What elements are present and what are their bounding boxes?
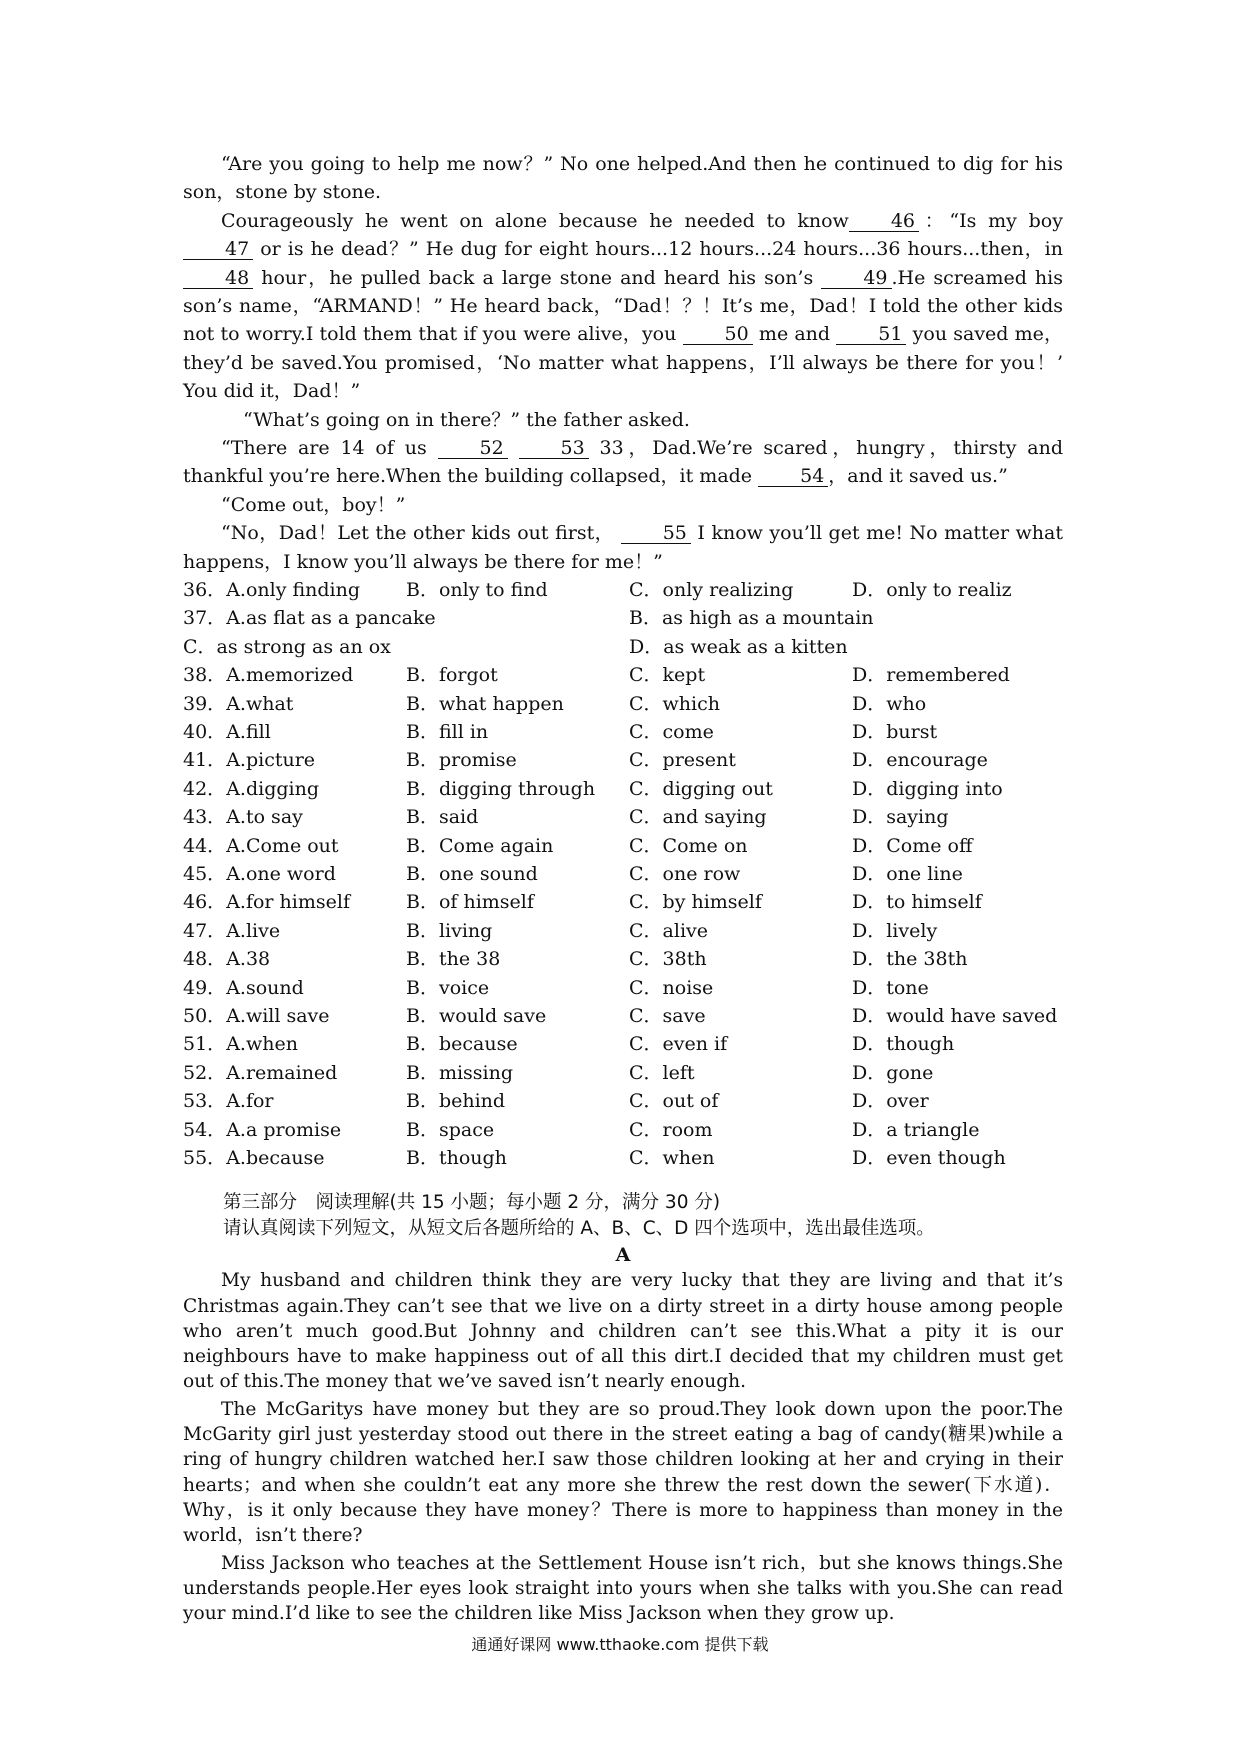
option-c: C．present (629, 749, 736, 772)
passage-text: you saved me，they’d be saved.You promised，‘No matter what happens，I’ll always be there for you！’ You did it，Dad！” (183, 323, 1064, 403)
exam-page (183, 150, 1063, 1628)
option-b: B．would save (406, 1004, 547, 1027)
option-d: D．remembered (852, 664, 1010, 687)
passage-text: me and (758, 323, 831, 346)
option-c: C．digging out (629, 777, 773, 800)
reading-paragraph-2: The McGaritys have money but they are so proud.They look down upon the poor.The McGarity girl just yesterday stood out there in the street eating a bag of candy(糖果)while a ring of hungry children watched her.I saw those children looking at her and crying in their hearts；and when she couldn’t eat any more she threw the rest down the sewer(下水道)．Why，is it only because they have money？There is more to happiness than money in the world，isn’t there? (183, 1398, 1063, 1547)
option-a: 44．A.Come out (183, 834, 339, 857)
option-d: D．saying (852, 806, 949, 829)
option-c: C．only realizing (629, 579, 794, 602)
option-b: B．said (406, 806, 479, 829)
option-a: 39．A.what (183, 692, 294, 715)
question-row (183, 1059, 1063, 1087)
reading-paragraph-3: Miss Jackson who teaches at the Settlement House isn’t rich，but she knows things.She understands people.Her eyes look straight into yours when she talks with you.She can read your mind.I’d like to see the children like Miss Jackson when they grow up. (183, 1552, 1063, 1625)
option-b: B．digging through (406, 777, 596, 800)
option-a: 40．A.fill (183, 721, 271, 744)
option-c: C．come (629, 721, 714, 744)
option-d: D．would have saved (852, 1004, 1058, 1027)
passage-text: 33，Dad.We’re scared，hungry，thirsty and thankful you’re here.When the building collapsed，it made (183, 437, 1064, 488)
question-row (183, 1116, 1063, 1144)
question-row (183, 945, 1063, 973)
option-c: C．as strong as an ox (183, 635, 391, 658)
option-c: C．save (629, 1004, 706, 1027)
question-row (183, 775, 1063, 803)
passage-text: .He screamed his son’s name，“ARMAND！” He heard back，“Dad！？！It’s me，Dad！I told the other kids not to worry.I told them that if you were alive，you (183, 266, 1063, 346)
option-c: C．noise (629, 976, 714, 999)
question-row (183, 718, 1063, 746)
passage-label: A (615, 1244, 631, 1267)
question-row (183, 1144, 1063, 1172)
section-title: 第三部分 阅读理解(共 15 小题；每小题 2 分，满分 30 分) (223, 1192, 721, 1214)
reading-paragraph-1: My husband and children think they are very lucky that they are living and that it’s Christmas again.They can’t see that we live on a dirty street in a dirty house among people who aren’t much good.But Johnny and children can’t see this.What a pity it is our neighbours have to make happiness out of all this dirt.I decided that my children must get out of this.The money that we’ve saved isn’t nearly enough. (183, 1270, 1063, 1393)
passage-paragraph-1 (183, 150, 1063, 207)
option-a: 43．A.to say (183, 806, 303, 829)
question-row (183, 1030, 1063, 1058)
blank-50: 50 (683, 324, 753, 345)
blank-48: 48 (183, 268, 253, 289)
option-b: B．forgot (406, 664, 498, 687)
option-a: 50．A.will save (183, 1004, 330, 1027)
question-row (183, 974, 1063, 1002)
option-d: D．gone (852, 1061, 934, 1084)
option-a: 37．A.as flat as a pancake (183, 607, 436, 630)
blank-53: 53 (519, 438, 589, 459)
option-a: 45．A.one word (183, 863, 336, 885)
option-c: C．room (629, 1118, 713, 1141)
option-c: C．when (629, 1146, 715, 1169)
blank-52: 52 (438, 438, 508, 459)
passage-paragraph-4 (183, 434, 1063, 491)
option-d: D．burst (852, 721, 938, 744)
passage-text: “Come out，boy！” (221, 493, 406, 516)
option-b: B．living (406, 919, 493, 942)
page-footer: 通通好课网 www.tthaoke.com 提供下载 (471, 1635, 769, 1654)
option-c: C．alive (629, 919, 708, 942)
passage-paragraph-2 (183, 207, 1063, 406)
passage-text: “Are you going to help me now？” No one helped.And then he continued to dig for his son，stone by stone. (183, 153, 1063, 204)
option-b: B．as high as a mountain (629, 607, 874, 630)
option-b: B．what happen (406, 692, 564, 715)
option-c: C．Come on (629, 834, 748, 857)
option-d: D．lively (852, 919, 938, 942)
question-row (183, 860, 1063, 888)
option-b: B．because (406, 1033, 518, 1056)
option-b: B．Come again (406, 834, 554, 857)
question-row (183, 746, 1063, 774)
blank-51: 51 (836, 324, 906, 345)
option-d: D．who (852, 692, 927, 715)
option-a: 55．A.because (183, 1146, 325, 1169)
blank-47: 47 (183, 239, 253, 260)
passage-text: ，and it saved us.” (828, 465, 1008, 488)
option-c: C．one row (629, 863, 741, 885)
option-d: D．as weak as a kitten (629, 635, 848, 658)
question-row (183, 1087, 1063, 1115)
option-a: 41．A.picture (183, 749, 316, 772)
question-row (183, 661, 1063, 689)
option-d: D．over (852, 1090, 929, 1113)
option-b: B．one sound (406, 863, 538, 885)
question-row (183, 832, 1063, 860)
blank-55: 55 (621, 523, 691, 544)
option-b: B．of himself (406, 891, 534, 914)
passage-text: “No，Dad！Let the other kids out first， (221, 522, 615, 545)
option-b: B．space (406, 1118, 495, 1141)
passage-text: or is he dead？” He dug for eight hours...12 hours...24 hours...36 hours...then，in (260, 238, 1063, 261)
reading-passage-a (183, 1268, 1063, 1626)
option-b: B．behind (406, 1090, 506, 1113)
option-d: D．only to realiz (852, 579, 1012, 602)
option-a: 51．A.when (183, 1033, 298, 1056)
passage-paragraph-6 (183, 519, 1063, 576)
option-a: 53．A.for (183, 1090, 274, 1113)
question-row (183, 1002, 1063, 1030)
option-b: B．missing (406, 1061, 514, 1084)
option-c: C．which (629, 692, 720, 715)
option-c: C．left (629, 1061, 695, 1084)
option-a: 49．A.sound (183, 976, 304, 999)
option-c: C．even if (629, 1033, 728, 1056)
passage-text: Courageously he went on alone because he needed to know (221, 209, 849, 232)
passage-text: hour，he pulled back a large stone and heard his son’s (261, 266, 814, 289)
option-d: D．to himself (852, 891, 982, 914)
option-d: D．digging into (852, 777, 1003, 800)
blank-46: 46 (849, 211, 919, 232)
question-list (183, 576, 1063, 1172)
option-c: C．38th (629, 948, 707, 971)
option-c: C．by himself (629, 891, 762, 914)
option-d: D．tone (852, 976, 929, 999)
option-d: D．though (852, 1033, 955, 1056)
option-b: B．only to find (406, 579, 548, 602)
option-a: 38．A.memorized (183, 664, 354, 687)
option-b: B．though (406, 1146, 507, 1169)
blank-54: 54 (758, 466, 828, 487)
passage-paragraph-5 (183, 491, 1063, 519)
section-instruction: 请认真阅读下列短文，从短文后各题所给的 A、B、C、D 四个选项中，选出最佳选项。 (223, 1218, 935, 1240)
option-c: C．and saying (629, 806, 767, 829)
question-row (183, 888, 1063, 916)
passage-text: “There are 14 of us (221, 437, 427, 460)
option-d: D．a triangle (852, 1118, 980, 1141)
question-row (183, 633, 1063, 661)
option-a: 54．A.a promise (183, 1118, 342, 1141)
option-d: D．even though (852, 1146, 1006, 1169)
question-row (183, 917, 1063, 945)
option-a: 47．A.live (183, 919, 281, 942)
passage-text: I know you’ll get me! No matter what happens，I know you’ll always be there for me！” (183, 522, 1064, 573)
option-c: C．out of (629, 1090, 719, 1113)
passage-text: ：“Is my boy (919, 209, 1063, 232)
option-a: 52．A.remained (183, 1061, 338, 1084)
passage-paragraph-3 (183, 406, 1063, 434)
option-a: 48．A.38 (183, 948, 271, 971)
option-a: 36．A.only finding (183, 579, 361, 602)
option-d: D．Come off (852, 834, 973, 857)
option-b: B．voice (406, 976, 490, 999)
option-a: 46．A.for himself (183, 891, 350, 914)
option-d: D．one line (852, 863, 963, 885)
question-row (183, 690, 1063, 718)
question-row (183, 803, 1063, 831)
question-row (183, 604, 1063, 632)
option-a: 42．A.digging (183, 777, 319, 800)
option-d: D．the 38th (852, 948, 968, 971)
option-b: B．promise (406, 749, 517, 772)
question-row (183, 576, 1063, 604)
option-c: C．kept (629, 664, 706, 687)
option-d: D．encourage (852, 749, 988, 772)
option-b: B．the 38 (406, 948, 501, 971)
passage-text: “What’s going on in there？” the father asked. (243, 408, 690, 431)
option-b: B．fill in (406, 721, 489, 744)
blank-49: 49 (821, 268, 891, 289)
